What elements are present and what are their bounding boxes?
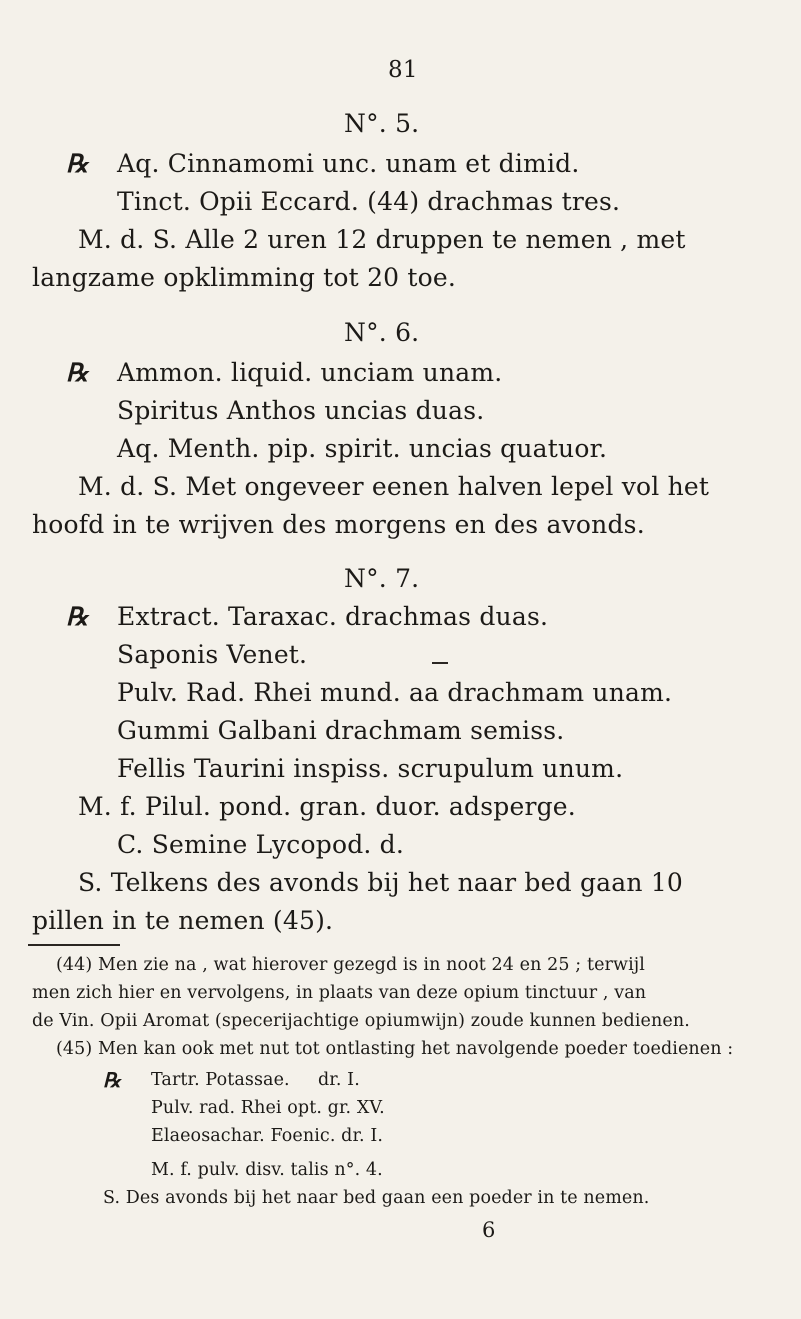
footnote-line: (44) Men zie na , wat hierover gezegd is in noot 24 en 25 ; terwijl bbox=[56, 955, 646, 975]
footnote-rule bbox=[28, 944, 120, 946]
recipe-line: pillen in te nemen (45). bbox=[32, 906, 334, 935]
recipe-line: Saponis Venet. bbox=[117, 640, 308, 669]
recipe-line: M. f. Pilul. pond. gran. duor. adsperge. bbox=[78, 792, 576, 821]
footnote-recipe-line: S. Des avonds bij het naar bed gaan een poeder in te nemen. bbox=[103, 1188, 650, 1208]
footnote-line: (45) Men kan ook met nut tot ontlasting het navolgende poeder toedienen : bbox=[56, 1039, 734, 1059]
recipe-line: C. Semine Lycopod. d. bbox=[117, 830, 405, 859]
footnote-recipe-line: Pulv. rad. Rhei opt. gr. XV. bbox=[151, 1098, 385, 1118]
ana-macron bbox=[432, 662, 448, 664]
footnote-recipe-line: M. f. pulv. disv. talis n°. 4. bbox=[151, 1160, 383, 1180]
recipe-line: Tinct. Opii Eccard. (44) drachmas tres. bbox=[117, 187, 621, 216]
recipe-heading-6: N°. 6. bbox=[344, 318, 420, 347]
recipe-line: Extract. Taraxac. drachmas duas. bbox=[117, 602, 549, 631]
recipe-line: Aq. Cinnamomi unc. unam et dimid. bbox=[117, 149, 580, 178]
rx-symbol-icon: ℞ bbox=[66, 602, 89, 631]
page-number: 81 bbox=[388, 57, 418, 83]
footnote-line: de Vin. Opii Aromat (specerijachtige opiumwijn) zoude kunnen bedienen. bbox=[32, 1011, 690, 1031]
rx-symbol-icon: ℞ bbox=[103, 1068, 121, 1092]
recipe-line: Spiritus Anthos uncias duas. bbox=[117, 396, 485, 425]
recipe-line: Pulv. Rad. Rhei mund. aa drachmam unam. bbox=[117, 678, 673, 707]
recipe-line: Gummi Galbani drachmam semiss. bbox=[117, 716, 565, 745]
recipe-line: hoofd in te wrijven des morgens en des avonds. bbox=[32, 510, 645, 539]
recipe-line: S. Telkens des avonds bij het naar bed gaan 10 bbox=[78, 868, 684, 897]
footnote-line: men zich hier en vervolgens, in plaats van deze opium tinctuur , van bbox=[32, 983, 647, 1003]
recipe-heading-5: N°. 5. bbox=[344, 109, 420, 138]
footnote-recipe-line: Tartr. Potassae. dr. I. bbox=[151, 1070, 360, 1090]
recipe-line: Fellis Taurini inspiss. scrupulum unum. bbox=[117, 754, 624, 783]
recipe-line: Ammon. liquid. unciam unam. bbox=[117, 358, 503, 387]
recipe-heading-7: N°. 7. bbox=[344, 564, 420, 593]
recipe-line: M. d. S. Met ongeveer eenen halven lepel vol het bbox=[78, 472, 710, 501]
recipe-line: M. d. S. Alle 2 uren 12 druppen te nemen , met bbox=[78, 225, 686, 254]
recipe-line: langzame opklimming tot 20 toe. bbox=[32, 263, 457, 292]
rx-symbol-icon: ℞ bbox=[66, 358, 89, 387]
rx-symbol-icon: ℞ bbox=[66, 149, 89, 178]
recipe-line: Aq. Menth. pip. spirit. uncias quatuor. bbox=[117, 434, 608, 463]
footnote-recipe-line: Elaeosachar. Foenic. dr. I. bbox=[151, 1126, 384, 1146]
signature-mark: 6 bbox=[482, 1218, 496, 1242]
